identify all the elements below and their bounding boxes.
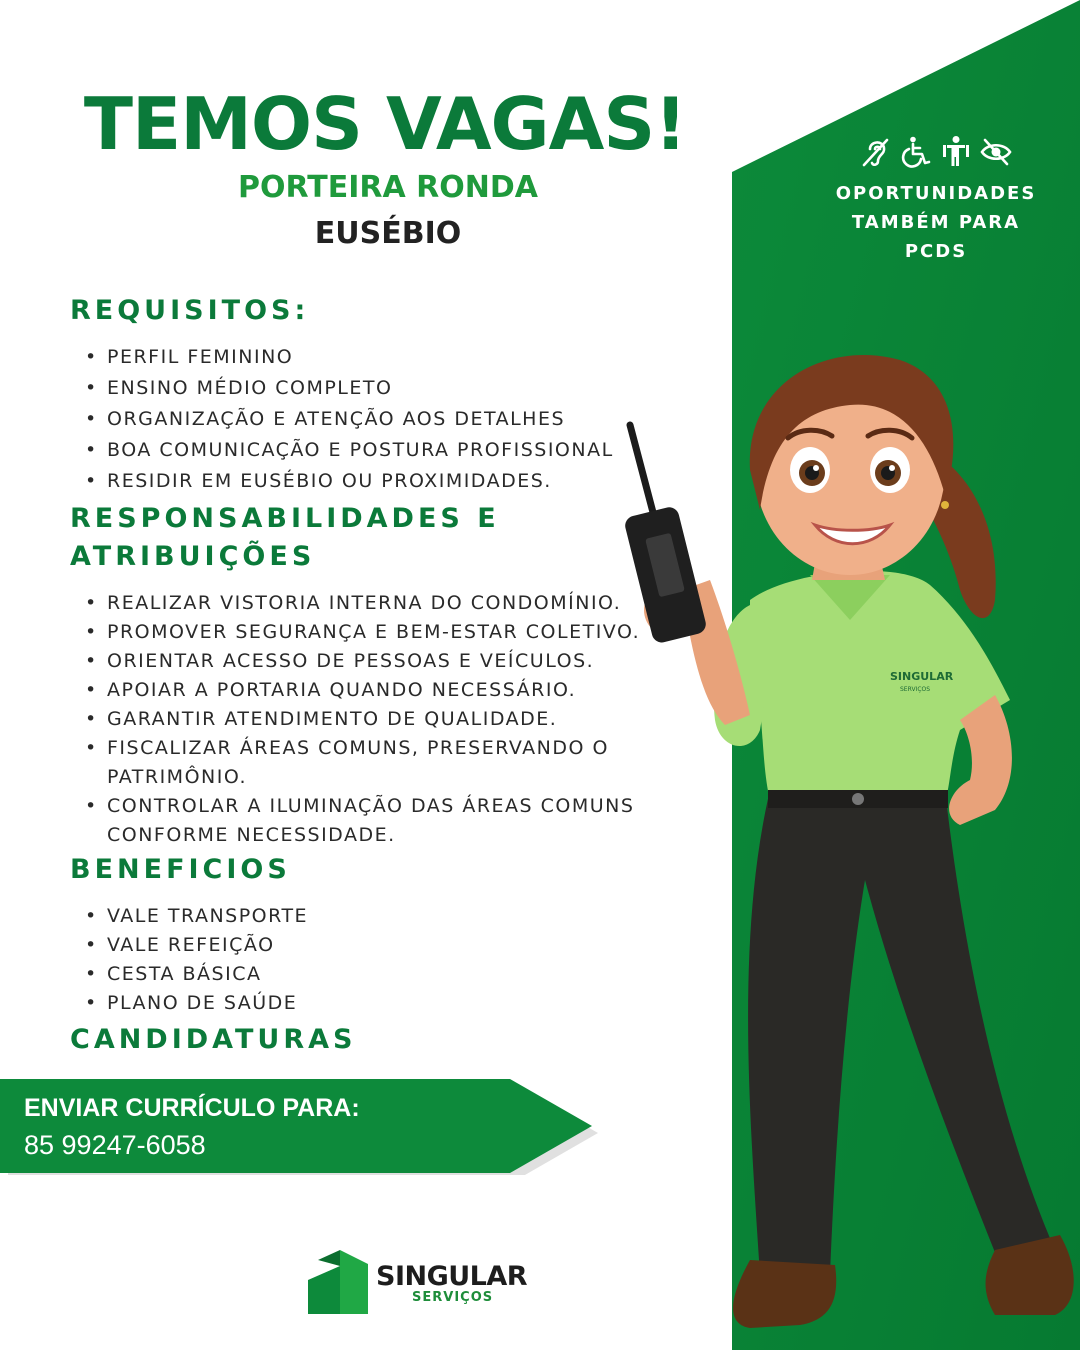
list-item: • ORIENTAR ACESSO DE PESSOAS E VEÍCULOS. [85, 647, 645, 676]
apply-instruction: ENVIAR CURRÍCULO PARA: [24, 1094, 360, 1122]
pcd-notice [820, 135, 1052, 266]
security-guard-character-illustration [600, 320, 1080, 1350]
logo-name: SINGULAR [376, 1261, 528, 1292]
list-item: • BOA COMUNICAÇÃO E POSTURA PROFISSIONAL [85, 435, 645, 466]
accessibility-person-icon [939, 135, 973, 169]
shirt-logo-subtitle: SERVIÇOS [900, 686, 931, 693]
requirements-heading: REQUISITOS: [70, 295, 310, 326]
list-item: • PROMOVER SEGURANÇA E BEM-ESTAR COLETIVO. [85, 618, 645, 647]
benefits-heading: BENEFICIOS [70, 854, 291, 885]
list-item: • FISCALIZAR ÁREAS COMUNS, PRESERVANDO O PATRIMÔNIO. [85, 734, 645, 792]
pcd-text [820, 179, 1052, 266]
list-item: • PLANO DE SAÚDE [85, 989, 645, 1018]
apply-phone[interactable]: 85 99247-6058 [24, 1130, 206, 1160]
responsibilities-list [85, 589, 645, 850]
list-item: • CONTROLAR A ILUMINAÇÃO DAS ÁREAS COMUNS CONFORME NECESSIDADE. [85, 792, 645, 850]
accessibility-icons [820, 135, 1052, 169]
hearing-impairment-icon [859, 135, 893, 169]
headline: TEMOS VAGAS! [83, 82, 687, 166]
requirements-list [85, 342, 645, 497]
shirt-logo-text: SINGULAR [890, 670, 954, 683]
pcd-line-1: OPORTUNIDADES [835, 183, 1037, 204]
responsibilities-heading-line2: ATRIBUIÇÕES [70, 541, 316, 572]
list-item: • ENSINO MÉDIO COMPLETO [85, 373, 645, 404]
visual-impairment-icon [979, 135, 1013, 169]
list-item: • APOIAR A PORTARIA QUANDO NECESSÁRIO. [85, 676, 645, 705]
list-item: • REALIZAR VISTORIA INTERNA DO CONDOMÍNIO. [85, 589, 645, 618]
job-location: EUSÉBIO [314, 216, 462, 251]
job-position: PORTEIRA RONDA [238, 170, 538, 205]
list-item: • GARANTIR ATENDIMENTO DE QUALIDADE. [85, 705, 645, 734]
list-item: • VALE REFEIÇÃO [85, 931, 645, 960]
pcd-line-2: TAMBÉM PARA PCDS [851, 212, 1021, 262]
benefits-list [85, 902, 645, 1018]
list-item: • PERFIL FEMININO [85, 342, 645, 373]
list-item: • RESIDIR EM EUSÉBIO OU PROXIMIDADES. [85, 466, 645, 497]
responsibilities-heading [70, 500, 500, 576]
applications-heading: CANDIDATURAS [70, 1024, 357, 1055]
wheelchair-icon [899, 135, 933, 169]
logo-subtitle: SERVIÇOS [412, 1290, 494, 1305]
list-item: • ORGANIZAÇÃO E ATENÇÃO AOS DETALHES [85, 404, 645, 435]
list-item: • VALE TRANSPORTE [85, 902, 645, 931]
list-item: • CESTA BÁSICA [85, 960, 645, 989]
responsibilities-heading-line1: RESPONSABILIDADES E [70, 503, 500, 534]
